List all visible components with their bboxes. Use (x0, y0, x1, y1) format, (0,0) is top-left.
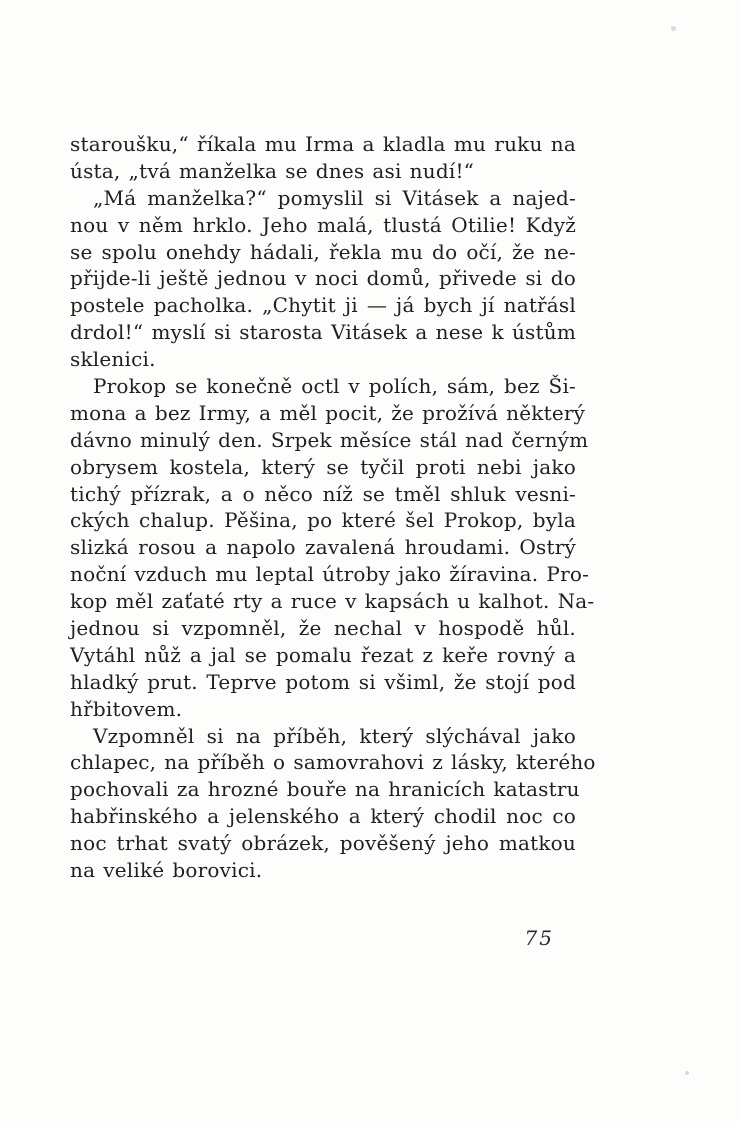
text-line: Prokop se konečně octl v polích, sám, bez Ši- (93, 374, 576, 399)
text-line: ústa, „tvá manželka se dnes asi nudí!“ (70, 158, 475, 183)
text-line: Vzpomněl si na příběh, který slýchával jako (93, 723, 576, 748)
text-line: hladký prut. Teprve potom si všiml, že stojí pod (70, 669, 576, 694)
text-line: slizká rosou a napolo zavalená hroudami. Ostrý (70, 535, 576, 560)
text-block (70, 131, 596, 884)
scan-speck (671, 26, 676, 31)
text-line: tichý přízrak, a o něco níž se tměl shluk vesni- (70, 481, 576, 506)
text-line: pochovali za hrozné bouře na hranicích katastru (70, 777, 580, 802)
text-line: drdol!“ myslí si starosta Vitásek a nese k ústům (70, 320, 576, 345)
text-line: Vytáhl nůž a jal se pomalu řezat z keře rovný a (70, 642, 576, 667)
text-line: na veliké borovici. (70, 858, 263, 883)
text-line: postele pacholka. „Chytit ji — já bych jí natřásl (70, 293, 576, 318)
scan-speck (685, 1071, 689, 1075)
text-line: hřbitovem. (70, 696, 183, 721)
text-line: sklenici. (70, 347, 156, 372)
text-line: noc trhat svatý obrázek, pověšený jeho matkou (70, 831, 576, 856)
text-line: staroušku,“ říkala mu Irma a kladla mu ruku na (70, 132, 576, 156)
text-line: kop měl zaťaté rty a ruce v kapsách u kalhot. Na- (70, 589, 595, 614)
text-line: nou v něm hrklo. Jeho malá, tlustá Otilie! Když (70, 212, 576, 237)
text-line: dávno minulý den. Srpek měsíce stál nad černým (70, 427, 589, 452)
text-line: ckých chalup. Pěšina, po které šel Prokop, byla (70, 508, 576, 533)
text-line: přijde-li ještě jednou v noci domů, přivede si do (70, 266, 576, 291)
text-line: mona a bez Irmy, a měl pocit, že prožívá některý (70, 400, 586, 425)
text-line: obrysem kostela, který se tyčil proti nebi jako (70, 454, 576, 479)
text-line: noční vzduch mu leptal útroby jako žíravina. Pro- (70, 562, 590, 587)
page-number: 75 (524, 926, 554, 950)
text-line: habřinského a jelenského a který chodil noc co (70, 804, 576, 829)
text-line: „Má manželka?“ pomyslil si Vitásek a najed- (93, 185, 576, 210)
text-line: jednou si vzpomněl, že nechal v hospodě hůl. (70, 616, 576, 641)
text-line: se spolu onehdy hádali, řekla mu do očí, že ne- (70, 239, 576, 264)
text-line: chlapec, na příběh o samovrahovi z lásky, kterého (70, 750, 596, 775)
